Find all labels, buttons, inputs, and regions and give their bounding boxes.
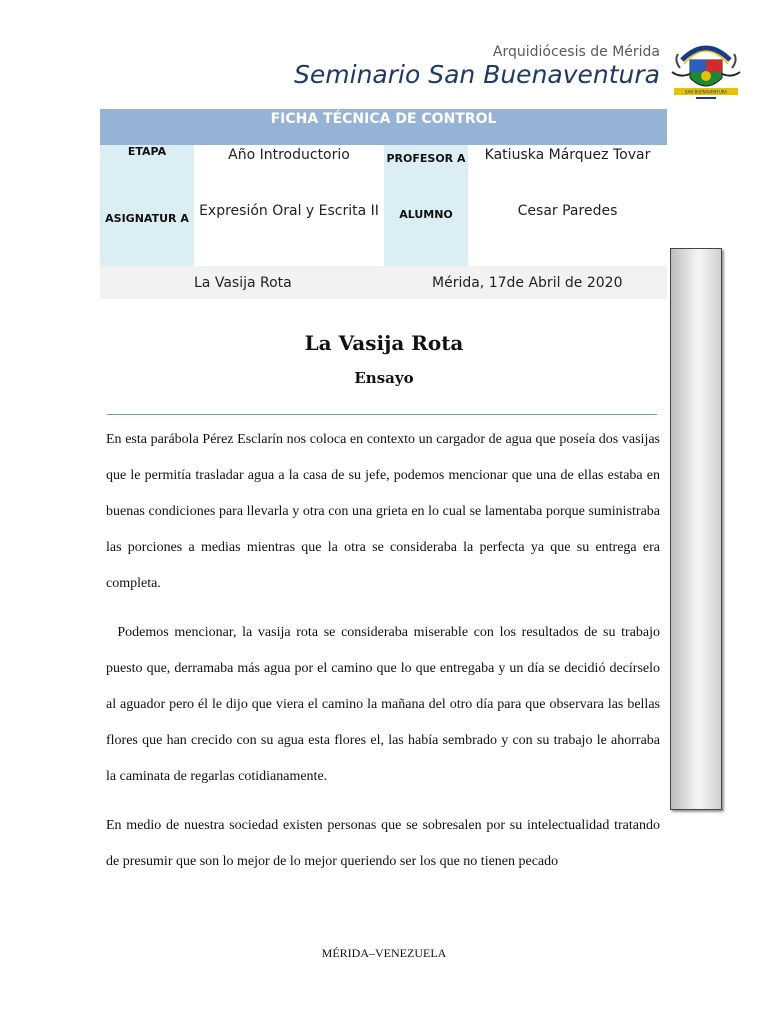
alumno-value: Cesar Paredes [517,203,618,219]
archdiocese-name: Arquidiócesis de Mérida [492,44,660,60]
footer-date: Mérida, 17de Abril de 2020 [432,275,623,291]
ficha-title: FICHA TÉCNICA DE CONTROL [100,109,667,145]
paragraph: Podemos mencionar, la vasija rota se consideraba miserable con los resultados de su trabajo puesto que, derramaba más agua por el camino que lo que entregaba y un día se decidió decírselo al aguador pero él le dijo que viera el camino la mañana del otro día para que observara las bellas flores que han crecido con su agua esta flores el, las había sembrado y con su trabajo le ahorraba la caminata de regarlas cotidianamente. [106,625,664,784]
document-title: La Vasija Rota [304,331,464,355]
profesor-value: Katiuska Márquez Tovar [484,147,651,163]
place-footer: MÉRIDA–VENEZUELA [321,946,447,960]
paragraph: En medio de nuestra sociedad existen personas que se sobresalen por su intelectualidad tratando de presumir que son lo mejor de lo mejor queriendo ser los que no tienen pecado [106,818,660,869]
svg-text:SAN BUENAVENTURA: SAN BUENAVENTURA [684,89,728,95]
etapa-value: Año Introductorio [228,147,350,163]
asignatura-label: ASIGNATUR A [100,205,194,267]
footer-title: La Vasija Rota [194,275,292,291]
seminary-name: Seminario San Buenaventura [294,60,660,89]
seminary-logo [670,38,742,104]
ficha-footer-row [100,266,667,299]
asignatura-value: Expresión Oral y Escrita II [199,203,379,219]
etapa-label: ETAPA [100,145,194,205]
ficha-tecnica-table [100,109,667,299]
paragraph: En esta parábola Pérez Esclarín nos coloca en contexto un cargador de agua que poseía dos vasijas que le permitía trasladar agua a la casa de su jefe, podemos mencionar que una de ellas estaba en buenas condiciones para llevarla y otra con una grieta en lo cual se lamentaba porque suministraba las porciones a medias mientras que la otra se consideraba la perfecta ya que su entrega era completa. [106,432,660,591]
title-divider [107,414,657,415]
document-subtitle: Ensayo [354,369,414,387]
essay-body [106,422,664,893]
profesor-label: PROFESOR A [384,145,468,207]
alumno-label: ALUMNO [399,208,453,221]
